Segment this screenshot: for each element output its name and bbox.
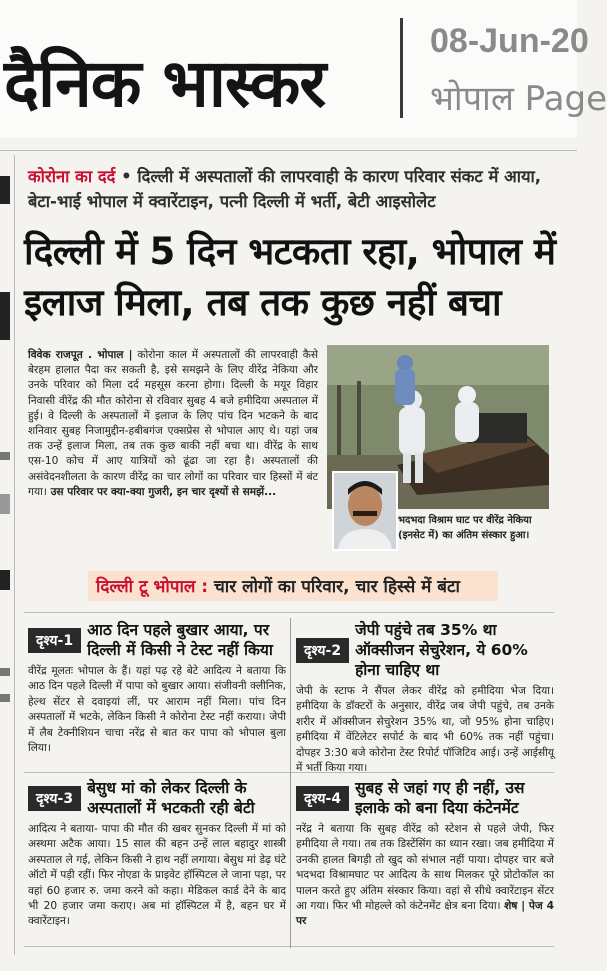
continuation-note: शेष | पेज 4 पर — [296, 900, 554, 928]
scene-tag: दृश्य-3 — [28, 786, 81, 811]
scene-tag: दृश्य-1 — [28, 628, 81, 653]
scene-3 — [28, 778, 286, 930]
column-divider — [290, 618, 291, 948]
intro-text: कोरोना काल में अस्पतालों की लापरवाही कैसे बेरहम हालात पैदा कर सकती है, इसे समझने के लिए वीरेंद्र नेकिया और उनके परिवार को मिला दर्द महसूस करना होगा। दिल्ली के मयूर विहार निवासी वीरेंद्र की मौत कोरोना से रविवार सुबह 4 बजे हमीदिया अस्पताल में हुई। वे दिल्ली के अस्पतालों में इलाज के लिए पांच दिन भटकने के बाद शनिवार सुबह निजामुद्दीन-हबीबगंज एक्सप्रेस से भोपाल आए थे। यहां जब तक उन्हें इलाज मिला, तब तक कुछ बाकी नहीं बचा था। वीरेंद्र के साथ एस-10 कोच में आए यात्रियों को ढूंढा जा रहा है। अस्पतालों की असंवेदनशीलता के कारण वीरेंद्र का चार लोगों का परिवार चार हिस्सों में बंट गया। — [28, 349, 318, 498]
photo-caption: भदभदा विश्राम घाट पर वीरेंद्र नेकिया (इनसेट में) का अंतिम संस्कार हुआ। — [398, 515, 532, 541]
section-banner-text — [96, 574, 460, 597]
banner-subtitle: चार लोगों का परिवार, चार हिस्से में बंटा — [208, 577, 460, 597]
adjacent-column-edge — [0, 694, 10, 702]
scene-2 — [296, 620, 554, 776]
divider — [24, 612, 554, 613]
kicker-label: कोरोना का दर्द — [28, 167, 116, 186]
scene-body-text: नरेंद्र ने बताया कि सुबह वीरेंद्र को स्टेशन से पहले जेपी, फिर हमीदिया ले गया। तब तक डिस्टेंसिंग का ध्यान रखा। जब हमीदिया में उनकी हालत बिगड़ी तो खुद को संभाल नहीं पाया। दोपहर चार बजे भदभदा विश्रामघाट पर आदित्य के साथ मिलकर पूरे प्रोटोकॉल का पालन करते हुए अंतिम संस्कार किया। वहां से सीधे क्वारेंटाइन सेंटर आ गया। फिर भी मोहल्ले को कंटेनमेंट क्षेत्र बना दिया। — [296, 823, 554, 913]
kicker-text: • दिल्ली में अस्पतालों की लापरवाही के कारण परिवार संकट में आया, बेटा-भाई भोपाल में क्वारेंटाइन, पत्नी दिल्ली में भर्ती, बेटी आइसोलेट — [28, 167, 542, 211]
scene-headline: सुबह से जहां गए ही नहीं, उस इलाके को बना दिया कंटेनमेंट — [355, 779, 525, 817]
adjacent-column-edge — [0, 452, 10, 460]
adjacent-column-edge — [0, 570, 10, 590]
inset-portrait — [332, 471, 398, 551]
scene-4 — [296, 778, 554, 930]
scene-tag: दृश्य-4 — [296, 786, 349, 811]
scene-headline: जेपी पहुंचे तब 35% था ऑक्सीजन सेचुरेशन, ये 60% होना चाहिए था — [355, 621, 528, 679]
masthead-rule — [0, 150, 577, 151]
scene-headline: बेसुध मां को लेकर दिल्ली के अस्पतालों में भटकती रही बेटी — [87, 779, 255, 817]
scene-tag: दृश्य-2 — [296, 638, 349, 663]
main-headline: दिल्ली में 5 दिन भटकता रहा, भोपाल में इलाज मिला, तब तक कुछ नहीं बचा — [24, 230, 556, 324]
edition-date: 08-Jun-20 — [430, 22, 589, 60]
divider — [24, 946, 554, 947]
adjacent-column-edge — [0, 494, 10, 514]
byline: विवेक राजपूत . भोपाल | — [28, 349, 133, 361]
banner-label: दिल्ली टू भोपाल : — [96, 577, 209, 597]
intro-emphasis: उस परिवार पर क्या-क्या गुजरी, इन चार दृश्यों से समझें... — [46, 485, 277, 498]
column-rule — [14, 155, 15, 955]
adjacent-column-edge — [0, 292, 10, 340]
scene-body — [296, 822, 554, 930]
story-kicker — [28, 164, 568, 214]
adjacent-column-edge — [0, 176, 10, 204]
masthead-divider — [400, 18, 403, 118]
scene-body: जेपी के स्टाफ ने सैंपल लेकर वीरेंद्र को हमीदिया भेज दिया। हमीदिया के डॉक्टरों के अनुसार, वीरेंद्र जब जेपी पहुंचे, तब उनके शरीर में ऑक्सीजन सेचुरेशन 35% था, जो 95% होना चाहिए। हमीदिया में वेंटिलेटर सपोर्ट के बाद भी 60% तक नहीं पहुंचा। दोपहर 3:30 बजे कोरोना टेस्ट रिपोर्ट पॉजिटिव आई। उन्हें आईसीयू में भर्ती किया गया। — [296, 685, 554, 775]
scene-body: आदित्य ने बताया- पापा की मौत की खबर सुनकर दिल्ली में मां को अस्थमा अटैक आया। 15 साल की बहन उन्हें लाल बहादुर शास्त्री अस्पताल ले गई, लेकिन किसी ने हाथ नहीं लगाया। बेसुध मां डेढ़ घंटे ऑटो में पड़ी रहीं। फिर नोएडा के प्राइवेट हॉस्पिटल ले जाना पड़ा, पर वहां 60 हजार रु. जमा करने को कहा। मेडिकल कार्ड देने के बाद भी 20 हजार जमा कराए। अब मां हॉस्पिटल में है, बहन घर में क्वारेंटाइन। — [28, 823, 286, 928]
scene-1 — [28, 620, 286, 756]
newspaper-logo: दैनिक भास्कर — [4, 44, 326, 122]
intro-paragraph — [28, 348, 318, 500]
adjacent-column-edge — [0, 668, 10, 676]
scene-headline: आठ दिन पहले बुखार आया, पर दिल्ली में किसी ने टेस्ट नहीं किया — [87, 621, 273, 659]
masthead — [0, 0, 607, 138]
edition-page: भोपाल Page — [430, 79, 607, 119]
portrait-illustration — [334, 473, 396, 549]
scene-body: वीरेंद्र मूलतः भोपाल के हैं। यहां पढ़ रहे बेटे आदित्य ने बताया कि आठ दिन पहले दिल्ली में पापा को बुखार आया। संजीवनी क्लीनिक, हेल्थ सेंटर से दवाइयां लीं, पर आराम नहीं मिला। पांच दिन अस्पतालों में भटके, लेकिन किसी ने कोरोना टेस्ट नहीं कराया। जेपी में लैब टेक्नीशियन चाचा नरेंद्र से बात कर पापा को भोपाल बुला लिया। — [28, 665, 286, 755]
